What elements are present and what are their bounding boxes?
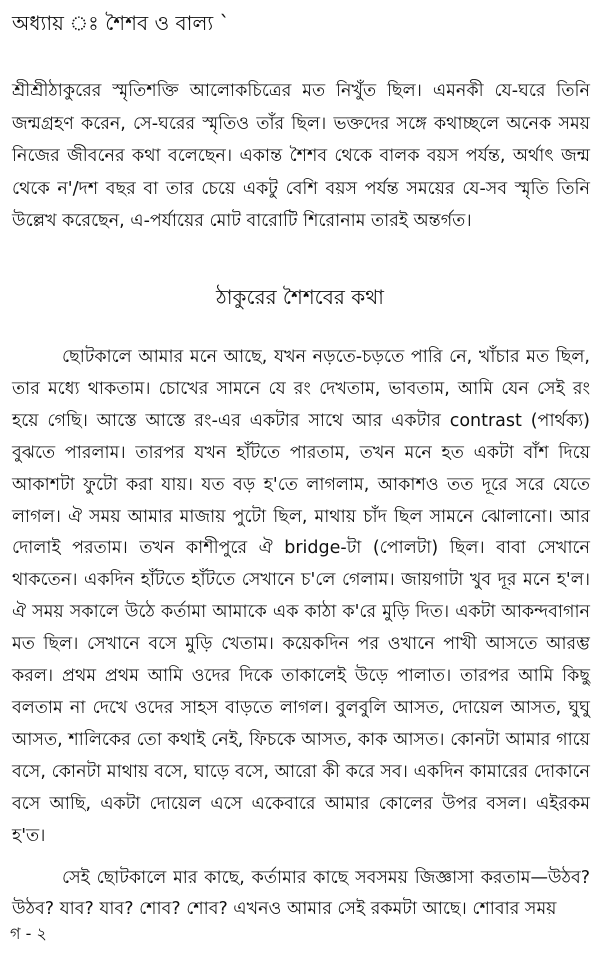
section-title: ঠাকুরের শৈশবের কথা (216, 285, 384, 309)
body-text (12, 342, 590, 926)
chapter-heading: অধ্যায় ঃ শৈশব ও বাল্য ˋ (12, 11, 230, 35)
body-paragraph: সেই ছোটকালে মার কাছে, কর্তামার কাছে সবসময় জিজ্ঞাসা করতাম—উঠব? উঠব? যাব? যাব? শোব? শোব? এখনও আমার সেই রকমটা আছে। শোবার সময় (12, 867, 590, 920)
body-paragraph: ছোটকালে আমার মনে আছে, যখন নড়তে-চড়তে পারি নে, খাঁচার মত ছিল, তার মধ্যে থাকতাম। চোখের সামনে যে রং দেখতাম, ভাবতাম, আমি যেন সেই রং হয়ে গেছি। আস্তে আস্তে রং-এর একটার সাথে আর একটার contrast (পার্থক্য) বুঝতে পারলাম। তারপর যখন হাঁটতে পারতাম, তখন মনে হত একটা বাঁশ দিয়ে আকাশটা ফুটো করা যায়। যত বড় হ'তে লাগলাম, আকাশও তত দূরে সরে যেতে লাগল। ঐ সময় আমার মাজায় পুটো ছিল, মাথায় চাঁদ ছিল সামনে ঝোলানো। আর দোলাই পরতাম। তখন কাশীপুরে ঐ bridge-টা (পোলটা) ছিল। বাবা সেখানে থাকতেন। একদিন হাঁটতে হাঁটতে সেখানে চ'লে গেলাম। জায়গাটা খুব দূর মনে হ'ল। ঐ সময় সকালে উঠে কর্তামা আমাকে এক কাঠা ক'রে মুড়ি দিত। একটা আকন্দবাগান মত ছিল। সেখানে বসে মুড়ি খেতাম। কয়েকদিন পর ওখানে পাখী আসতে আরম্ভ করল। প্রথম প্রথম আমি ওদের দিকে তাকালেই উড়ে পালাত। তারপর আমি কিছু বলতাম না দেখে ওদের সাহস বাড়তে লাগল। বুলবুলি আসত, দোয়েল আসত, ঘুঘু আসত, শালিকের তো কথাই নেই, ফিচকে আসত, কাক আসত। কোনটা আমার গায়ে বসে, কোনটা মাথায় বসে, ঘাড়ে বসে, আরো কী করে সব। একদিন কামারের দোকানে বসে আছি, একটা দোয়েল এসে একেবারে আমার কোলের উপর বসল। এইরকম হ'ত। (12, 347, 590, 846)
page-number: গ - ২ (10, 924, 47, 943)
intro-paragraph: শ্রীশ্রীঠাকুরের স্মৃতিশক্তি আলোকচিত্রের মত নিখুঁত ছিল। এমনকী যে-ঘরে তিনি জন্মগ্রহণ করেন, সে-ঘরের স্মৃতিও তাঁর ছিল। ভক্তদের সঙ্গে কথাচ্ছলে অনেক সময় নিজের জীবনের কথা বলেছেন। একান্ত শৈশব থেকে বালক বয়স পর্যন্ত, অর্থাৎ জন্ম থেকে ন'/দশ বছর বা তার চেয়ে একটু বেশি বয়স পর্যন্ত সময়ের যে-সব স্মৃতি তিনি উল্লেখ করেছেন, এ-পর্যায়ের মোট বারোটি শিরোনাম তারই অন্তর্গত। (12, 81, 590, 231)
